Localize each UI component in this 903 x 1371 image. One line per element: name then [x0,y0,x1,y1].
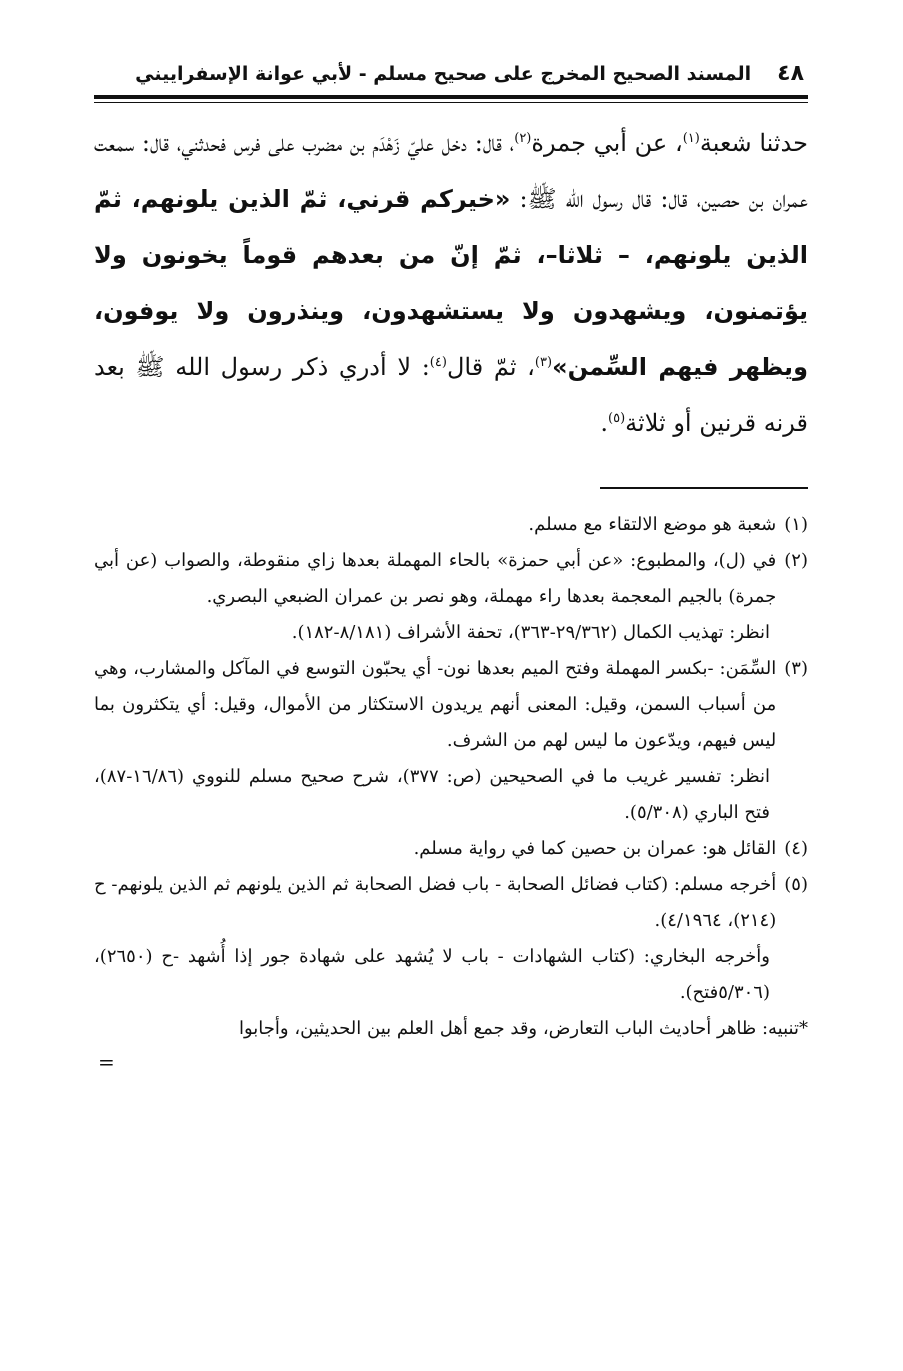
header-rule-thin [94,102,808,103]
footnote-source: انظر: تهذيب الكمال (٢٩/٣٦٢-٣٦٣)، تحفة الأشراف (٨/١٨١-١٨٢). [291,622,770,643]
footnotes [94,507,808,1077]
footnote-number: (٥) [784,874,808,895]
main-text-segment: ، قال: دخل عليّ زَهْدَم بن مضرب على فرس فحدثني، قال: سمعت عمران بن حصين، قال: قال رسول الله ﷺ: [94,129,808,213]
footnote-ref-1[interactable]: (١) [682,131,700,146]
main-text-segment: ، عن أبي جمرة [531,129,683,157]
footnote-number: (١) [784,514,808,535]
footnote-number: (٤) [784,838,808,859]
page-number: ٤٨ [777,61,804,86]
footnote-1 [94,507,808,543]
main-text [94,115,808,451]
footnote-5 [94,867,808,939]
footnote-text: القائل هو: عمران بن حصين كما في رواية مسلم. [413,838,777,859]
footnote-text: السِّمَن: -بكسر المهملة وفتح الميم بعدها نون- أي يحبّون التوسع في المآكل والمشارب، وهي من أسباب السمن، وقيل: المعنى أنهم يريدون الاستكثار من الأموال، وقيل: أي يتكثرون بما ليس فيهم، ويدّعون ما ليس لهم من الشرف. [94,658,777,751]
footnote-bukhari: وأخرجه البخاري: (كتاب الشهادات - باب لا يُشهد على شهادة جور إذا أُشهد -ح (٢٦٥٠)، (٥/٣٠٦فتح). [94,946,770,1003]
main-text-segment: . [600,409,608,437]
footnote-text: في (ل)، والمطبوع: «عن أبي حمزة» بالحاء المهملة بعدها زاي منقوطة، والصواب (عن أبي جمرة) بالجيم المعجمة بعدها راء مهملة، وهو نصر بن عمران الضبعي البصري. [94,550,777,607]
main-text-segment: حدثنا شعبة [699,129,808,157]
footnote-ref-5[interactable]: (٥) [608,411,626,426]
footnote-number: (٢) [784,550,808,571]
footnote-ref-4[interactable]: (٤) [429,355,447,370]
hadith-text: «خيركم قرني، ثمّ الذين يلونهم، ثمّ الذين يلونهم، – ثلاثا–، ثمّ إنّ من بعدهم قوماً يخونون ولا يؤتمنون، ويشهدون ولا يستشهدون، وينذرون ولا يوفون، ويظهر فيهم السِّمن» [94,185,808,381]
footnote-text: شعبة هو موضع الالتقاء مع مسلم. [528,514,777,535]
header-rule-thick [94,95,808,99]
footnote-ref-2[interactable]: (٢) [514,131,532,146]
footnote-4 [94,831,808,867]
main-text-segment: : لا أدري ذكر رسول الله ﷺ بعد قرنه قرنين أو ثلاثة [94,353,808,437]
footnote-number: (٣) [784,658,808,679]
continued-mark: = [98,1050,115,1074]
footnote-divider [600,487,808,489]
footnote-2 [94,543,808,615]
footnote-ref-3[interactable]: (٣) [534,355,553,370]
running-header [94,55,808,93]
book-title: المسند الصحيح المخرج على صحيح مسلم - لأبي عوانة الإسفراييني [135,63,752,85]
main-text-segment: ، ثمّ قال [446,353,535,381]
footnote-warning-note: *تنبيه: ظاهر أحاديث الباب التعارض، وقد جمع أهل العلم بين الحديثين، وأجابوا [239,1018,808,1039]
page [94,55,808,1077]
footnote-3 [94,651,808,759]
footnote-source: انظر: تفسير غريب ما في الصحيحين (ص: ٣٧٧)، شرح صحيح مسلم للنووي (١٦/٨٦-٨٧)، فتح الباري (٥/٣٠٨). [94,766,770,823]
footnote-text: أخرجه مسلم: (كتاب فضائل الصحابة - باب فضل الصحابة ثم الذين يلونهم ثم الذين يلونهم- ح (٢١٤)، ٤/١٩٦٤). [94,874,777,931]
